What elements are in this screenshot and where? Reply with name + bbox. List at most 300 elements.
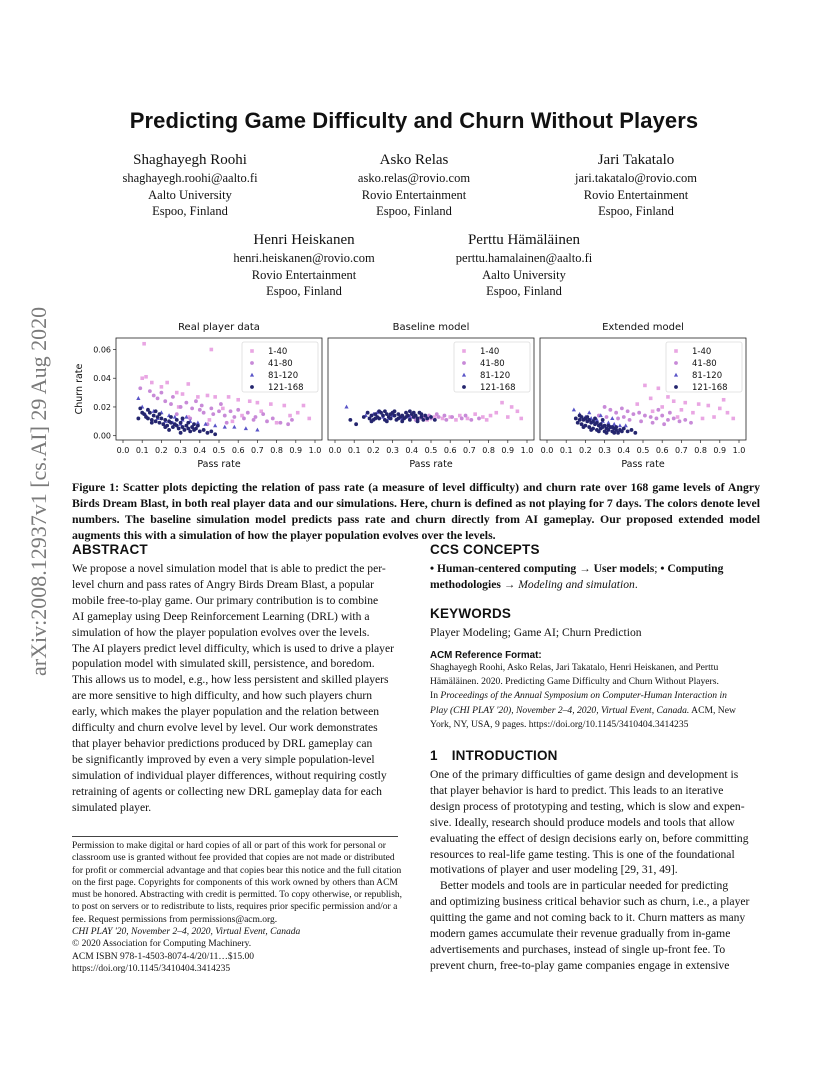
abstract-line: mobile free-to-play game. Our primary contribution is to combine bbox=[72, 593, 379, 607]
x-tick-label: 0.5 bbox=[212, 446, 226, 455]
footnote-doi-link[interactable]: https://doi.org/10.1145/3410404.3414235 bbox=[72, 963, 231, 974]
data-point-square bbox=[227, 395, 231, 399]
data-point-circle bbox=[678, 419, 682, 423]
x-tick-label: 0.1 bbox=[347, 446, 361, 455]
permission-footnote bbox=[72, 840, 402, 975]
data-point-circle bbox=[254, 415, 258, 419]
abstract-heading: ABSTRACT bbox=[72, 542, 148, 557]
data-point-circle bbox=[408, 409, 412, 413]
legend-label: 1-40 bbox=[480, 347, 500, 357]
acm-ref-proceedings: Proceedings of the Annual Symposium on Computer-Human Interaction in bbox=[440, 690, 727, 702]
data-point-circle bbox=[396, 417, 400, 421]
data-point-circle bbox=[232, 415, 236, 419]
data-point-square bbox=[666, 395, 670, 399]
section-title: INTRODUCTION bbox=[451, 748, 558, 763]
data-point-square bbox=[660, 405, 664, 409]
data-point-circle bbox=[138, 406, 142, 410]
legend-label: 81-120 bbox=[268, 371, 299, 381]
section-number: 1 bbox=[430, 748, 438, 763]
data-point-triangle bbox=[572, 408, 576, 412]
abstract-body bbox=[72, 561, 400, 816]
data-point-square bbox=[519, 417, 523, 421]
data-point-circle bbox=[412, 411, 416, 415]
data-point-square bbox=[256, 401, 260, 405]
data-point-square bbox=[657, 386, 661, 390]
data-point-circle bbox=[589, 428, 593, 432]
intro-heading bbox=[430, 748, 558, 763]
data-point-circle bbox=[152, 414, 156, 418]
data-point-square bbox=[712, 415, 716, 419]
data-point-circle bbox=[194, 399, 198, 403]
data-point-circle bbox=[217, 409, 221, 413]
acm-ref-line: Hämäläinen. 2020. Predicting Game Difficulty and Churn Without Players. bbox=[430, 676, 719, 688]
author-name: Jari Takatalo bbox=[597, 152, 675, 168]
x-tick-label: 0.7 bbox=[463, 446, 476, 455]
data-point-circle bbox=[202, 428, 206, 432]
data-point-circle bbox=[464, 414, 468, 418]
legend-label: 121-168 bbox=[268, 383, 304, 393]
data-point-circle bbox=[603, 424, 607, 428]
intro-body bbox=[430, 767, 758, 974]
y-tick-label: 0.00 bbox=[93, 431, 111, 441]
x-tick-label: 0.0 bbox=[116, 446, 130, 455]
data-point-circle bbox=[383, 409, 387, 413]
data-point-square bbox=[150, 381, 154, 385]
x-tick-label: 0.2 bbox=[367, 446, 380, 455]
data-point-circle bbox=[158, 412, 162, 416]
data-point-circle bbox=[603, 405, 607, 409]
data-point-circle bbox=[400, 419, 404, 423]
data-point-circle bbox=[167, 428, 171, 432]
data-point-circle bbox=[211, 412, 215, 416]
intro-line: sive. Ideally, research should produce models and tools that allow bbox=[430, 815, 735, 829]
data-point-square bbox=[221, 407, 225, 411]
data-point-square bbox=[691, 411, 695, 415]
data-point-square bbox=[676, 415, 680, 419]
ccs-term: User models bbox=[593, 562, 655, 575]
legend-label: 81-120 bbox=[692, 371, 723, 381]
data-point-circle bbox=[213, 432, 217, 436]
author-location: Espoo, Finland bbox=[598, 204, 674, 218]
abstract-line: are more sensitive to high difficulty, and how such players churn bbox=[72, 689, 373, 703]
data-point-triangle bbox=[223, 425, 227, 429]
data-point-circle bbox=[286, 422, 290, 426]
intro-line: design process of prototyping and testing, which is slow and expen- bbox=[430, 799, 745, 813]
x-tick-label: 0.1 bbox=[135, 446, 149, 455]
author-block-1 bbox=[80, 150, 300, 220]
data-point-square bbox=[489, 414, 493, 418]
data-point-square bbox=[296, 411, 300, 415]
footnote-divider bbox=[72, 836, 398, 837]
arxiv-stamp bbox=[14, 290, 54, 690]
acm-reference bbox=[430, 661, 760, 732]
data-point-square bbox=[307, 417, 311, 421]
data-point-triangle bbox=[232, 425, 236, 429]
data-point-circle bbox=[435, 412, 439, 416]
legend-marker bbox=[462, 361, 466, 365]
data-point-square bbox=[706, 404, 710, 408]
abstract-line: level churn and pass rates of Angry Birds Dream Blast, a popular bbox=[72, 577, 375, 591]
x-tick-label: 0.2 bbox=[579, 446, 592, 455]
data-point-circle bbox=[601, 418, 605, 422]
data-point-square bbox=[701, 417, 705, 421]
data-point-circle bbox=[593, 417, 597, 421]
data-point-circle bbox=[582, 425, 586, 429]
abstract-line: early, which makes the player population and the relation between bbox=[72, 705, 380, 719]
intro-line: and optimizing business critical behavior such as churn, i.e., a player bbox=[430, 895, 750, 909]
x-tick-label: 0.6 bbox=[443, 446, 457, 455]
intro-line: One of the primary difficulties of game design and development is bbox=[430, 768, 739, 781]
x-tick-label: 0.8 bbox=[270, 446, 283, 455]
footnote-copyright: © 2020 Association for Computing Machinery. bbox=[72, 939, 252, 950]
data-point-circle bbox=[578, 418, 582, 422]
data-point-circle bbox=[385, 419, 389, 423]
data-point-triangle bbox=[213, 423, 217, 427]
intro-line: advertisements and purchases, instead of single up-front fee. To bbox=[430, 942, 726, 956]
data-point-circle bbox=[209, 429, 213, 433]
data-point-circle bbox=[236, 408, 240, 412]
data-point-square bbox=[473, 412, 477, 416]
x-tick-label: 0.8 bbox=[482, 446, 495, 455]
author-email[interactable]: perttu.hamalainen@aalto.fi bbox=[455, 251, 593, 265]
data-point-square bbox=[236, 398, 240, 402]
data-point-circle bbox=[179, 421, 183, 425]
x-tick-label: 0.1 bbox=[559, 446, 573, 455]
x-tick-label: 0.4 bbox=[617, 446, 631, 455]
data-point-circle bbox=[614, 425, 618, 429]
ccs-term: • Computing bbox=[660, 562, 724, 575]
author-block-2 bbox=[304, 150, 524, 220]
data-point-circle bbox=[209, 406, 213, 410]
x-tick-label: 0.7 bbox=[251, 446, 264, 455]
x-tick-label: 0.0 bbox=[540, 446, 554, 455]
abstract-line: be significantly improved by even a very simple population-level bbox=[72, 752, 375, 766]
data-point-circle bbox=[608, 408, 612, 412]
data-point-square bbox=[506, 415, 510, 419]
legend-marker bbox=[462, 349, 466, 353]
data-point-square bbox=[175, 391, 179, 395]
data-point-triangle bbox=[587, 410, 591, 414]
keywords-text: Player Modeling; Game AI; Churn Prediction bbox=[430, 626, 642, 639]
x-tick-label: 0.6 bbox=[655, 446, 669, 455]
x-tick-label: 0.9 bbox=[289, 446, 303, 455]
data-point-circle bbox=[672, 417, 676, 421]
legend-marker bbox=[674, 385, 678, 389]
acm-ref-proceedings: Play (CHI PLAY '20), November 2–4, 2020, Virtual Event, Canada. bbox=[430, 704, 690, 716]
data-point-circle bbox=[605, 415, 609, 419]
data-point-circle bbox=[429, 415, 433, 419]
ccs-term: Modeling and simulation bbox=[518, 577, 635, 591]
data-point-circle bbox=[156, 396, 160, 400]
data-point-circle bbox=[622, 415, 626, 419]
data-point-square bbox=[275, 421, 279, 425]
author-email[interactable]: henri.heiskanen@rovio.com bbox=[233, 251, 375, 265]
figure-1-svg bbox=[72, 318, 762, 468]
data-point-circle bbox=[179, 405, 183, 409]
data-point-square bbox=[680, 408, 684, 412]
acm-ref-line[interactable]: York, NY, USA, 9 pages. https://doi.org/10.1145/3410404.3414235 bbox=[430, 718, 689, 730]
data-point-circle bbox=[628, 418, 632, 422]
ccs-arrow: → bbox=[500, 577, 519, 591]
legend-marker bbox=[250, 361, 254, 365]
data-point-circle bbox=[163, 399, 167, 403]
data-point-square bbox=[142, 342, 146, 346]
abstract-line: retraining of agents or collecting new DRL gameplay data for each bbox=[72, 784, 382, 798]
data-point-circle bbox=[183, 428, 187, 432]
x-tick-label: 0.4 bbox=[193, 446, 207, 455]
data-point-circle bbox=[622, 427, 626, 431]
x-tick-label: 0.5 bbox=[424, 446, 438, 455]
data-point-circle bbox=[138, 386, 142, 390]
ccs-end: . bbox=[634, 577, 638, 591]
data-point-circle bbox=[290, 418, 294, 422]
data-point-circle bbox=[460, 417, 464, 421]
data-point-circle bbox=[626, 429, 630, 433]
data-point-circle bbox=[607, 424, 611, 428]
data-point-circle bbox=[188, 429, 192, 433]
abstract-line: AI gameplay using Deep Reinforcement Learning (DRL) with a bbox=[72, 609, 370, 623]
data-point-circle bbox=[620, 406, 624, 410]
data-point-circle bbox=[181, 417, 185, 421]
data-point-circle bbox=[229, 409, 233, 413]
legend-marker bbox=[462, 385, 466, 389]
author-affiliation: Rovio Entertainment bbox=[361, 187, 467, 202]
x-tick-label: 0.2 bbox=[155, 446, 168, 455]
intro-line: modern games accumulate their revenue gradually from in-game bbox=[430, 927, 731, 941]
data-point-circle bbox=[184, 401, 188, 405]
author-affiliation: Rovio Entertainment bbox=[583, 187, 689, 202]
footnote-line: must be honored. Abstracting with credit is permitted. To copy otherwise, or republish, bbox=[72, 890, 403, 901]
data-point-circle bbox=[152, 394, 156, 398]
author-affiliation: Aalto University bbox=[482, 267, 566, 282]
data-point-square bbox=[697, 402, 701, 406]
legend-label: 41-80 bbox=[692, 359, 717, 369]
data-point-circle bbox=[610, 425, 614, 429]
author-location: Espoo, Finland bbox=[376, 204, 452, 218]
data-point-circle bbox=[163, 425, 167, 429]
data-point-circle bbox=[632, 412, 636, 416]
data-point-square bbox=[248, 399, 252, 403]
author-email[interactable]: asko.relas@rovio.com bbox=[357, 171, 471, 185]
x-tick-label: 1.0 bbox=[308, 446, 322, 455]
legend-marker bbox=[250, 349, 254, 353]
intro-line: resources to real-life game testing. This is one of the foundational bbox=[430, 847, 735, 861]
data-point-circle bbox=[246, 411, 250, 415]
data-point-circle bbox=[421, 418, 425, 422]
paper-title: Predicting Game Difficulty and Churn Without Players bbox=[129, 108, 699, 133]
legend-label: 121-168 bbox=[480, 383, 516, 393]
data-point-square bbox=[481, 415, 485, 419]
data-point-circle bbox=[377, 417, 381, 421]
data-point-circle bbox=[370, 419, 374, 423]
ccs-text bbox=[430, 561, 758, 593]
chart-title: Real player data bbox=[178, 322, 260, 333]
data-point-square bbox=[454, 418, 458, 422]
data-point-square bbox=[672, 399, 676, 403]
legend-label: 41-80 bbox=[268, 359, 293, 369]
x-tick-label: 0.7 bbox=[675, 446, 688, 455]
data-point-circle bbox=[668, 411, 672, 415]
data-point-circle bbox=[175, 412, 179, 416]
data-point-square bbox=[210, 348, 214, 352]
abstract-line: This allows us to model, e.g., how less persistent and skilled players bbox=[72, 673, 389, 687]
data-point-circle bbox=[206, 431, 210, 435]
data-point-circle bbox=[154, 419, 158, 423]
data-point-square bbox=[165, 381, 169, 385]
data-point-circle bbox=[416, 419, 420, 423]
data-point-circle bbox=[169, 402, 173, 406]
data-point-circle bbox=[612, 431, 616, 435]
data-point-square bbox=[726, 411, 730, 415]
data-point-circle bbox=[585, 415, 589, 419]
data-point-square bbox=[282, 404, 286, 408]
data-point-circle bbox=[354, 422, 358, 426]
data-point-triangle bbox=[618, 423, 622, 427]
author-email[interactable]: shaghayegh.roohi@aalto.fi bbox=[122, 171, 258, 185]
abstract-line: that player behavior predictions produced by DRL gameplay can bbox=[72, 736, 373, 750]
data-point-circle bbox=[169, 415, 173, 419]
data-point-square bbox=[186, 382, 190, 386]
data-point-circle bbox=[148, 389, 152, 393]
data-point-square bbox=[269, 402, 273, 406]
data-point-triangle bbox=[624, 423, 628, 427]
data-point-square bbox=[643, 384, 647, 388]
legend-label: 81-120 bbox=[480, 371, 511, 381]
intro-line: motivations of player and user modeling [29, 31, 49]. bbox=[430, 863, 678, 877]
data-point-square bbox=[206, 394, 210, 398]
footnote-line: for profit or commercial advantage and that copies bear this notice and the full citation bbox=[72, 865, 402, 876]
x-tick-label: 0.4 bbox=[405, 446, 419, 455]
legend-label: 41-80 bbox=[480, 359, 505, 369]
data-point-circle bbox=[179, 431, 183, 435]
data-point-circle bbox=[393, 409, 397, 413]
data-point-circle bbox=[689, 421, 693, 425]
data-point-square bbox=[485, 418, 489, 422]
intro-line: quitting the game and not coming back to it. Churn matters as many bbox=[430, 911, 746, 925]
data-point-square bbox=[718, 407, 722, 411]
data-point-circle bbox=[202, 411, 206, 415]
data-point-circle bbox=[175, 418, 179, 422]
author-name: Shaghayegh Roohi bbox=[133, 152, 247, 168]
data-point-circle bbox=[279, 421, 283, 425]
data-point-triangle bbox=[612, 422, 616, 426]
data-point-circle bbox=[146, 417, 150, 421]
data-point-square bbox=[651, 409, 655, 413]
data-point-circle bbox=[160, 391, 164, 395]
author-email[interactable]: jari.takatalo@rovio.com bbox=[575, 171, 697, 185]
data-point-circle bbox=[477, 417, 481, 421]
x-tick-label: 0.0 bbox=[328, 446, 342, 455]
data-point-circle bbox=[169, 421, 173, 425]
data-point-circle bbox=[433, 418, 437, 422]
author-location: Espoo, Finland bbox=[486, 284, 562, 298]
data-point-square bbox=[649, 397, 653, 401]
data-point-circle bbox=[171, 395, 175, 399]
x-tick-label: 1.0 bbox=[732, 446, 746, 455]
y-tick-label: 0.06 bbox=[93, 345, 111, 355]
data-point-circle bbox=[425, 417, 429, 421]
data-point-triangle bbox=[344, 405, 348, 409]
data-point-circle bbox=[163, 418, 167, 422]
data-point-circle bbox=[599, 422, 603, 426]
x-tick-label: 0.8 bbox=[694, 446, 707, 455]
data-point-square bbox=[516, 409, 520, 413]
author-affiliation: Rovio Entertainment bbox=[251, 267, 357, 282]
data-point-circle bbox=[643, 414, 647, 418]
data-point-square bbox=[181, 392, 185, 396]
author-location: Espoo, Finland bbox=[152, 204, 228, 218]
data-point-circle bbox=[366, 411, 370, 415]
data-point-circle bbox=[136, 417, 140, 421]
figure-caption: Figure 1: Scatter plots depicting the relation of pass rate (a measure of level difficulty) and churn rate over 168 game levels of Angry Birds Dream Blast, in both real player data and our simulations. Here, churn is defined as not playing for 7 days. The colors denote level numbers. The baseline simulation model predicts pass rate and churn directly from AI gameplay. Our proposed extended model augments this with a simulation of how the player population evolves over the levels. bbox=[72, 480, 760, 542]
abstract-line: simulation of individual player differences, without requiring costly bbox=[72, 768, 387, 782]
data-point-circle bbox=[595, 421, 599, 425]
data-point-square bbox=[160, 385, 164, 389]
acm-ref-line: ACM, New bbox=[689, 704, 736, 716]
footnote-line: to post on servers or to redistribute to lists, requires prior specific permission and/or a bbox=[72, 902, 398, 913]
x-tick-label: 0.3 bbox=[386, 446, 399, 455]
data-point-square bbox=[635, 402, 639, 406]
intro-line: evaluating the effect of design decisions early on, before committing bbox=[430, 831, 749, 845]
data-point-triangle bbox=[244, 426, 248, 430]
data-point-circle bbox=[666, 418, 670, 422]
data-point-circle bbox=[261, 412, 265, 416]
acm-ref-line: In bbox=[430, 690, 441, 702]
data-point-circle bbox=[649, 415, 653, 419]
data-point-circle bbox=[408, 418, 412, 422]
data-point-circle bbox=[190, 406, 194, 410]
data-point-circle bbox=[196, 424, 200, 428]
data-point-square bbox=[196, 395, 200, 399]
data-point-circle bbox=[223, 414, 227, 418]
data-point-circle bbox=[225, 421, 229, 425]
data-point-circle bbox=[198, 408, 202, 412]
data-point-circle bbox=[614, 411, 618, 415]
footnote-venue: CHI PLAY '20, November 2–4, 2020, Virtual Event, Canada bbox=[72, 927, 301, 938]
legend-label: 121-168 bbox=[692, 383, 728, 393]
data-point-circle bbox=[177, 427, 181, 431]
data-point-circle bbox=[186, 421, 190, 425]
data-point-circle bbox=[605, 431, 609, 435]
x-axis-label: Pass rate bbox=[409, 459, 453, 468]
data-point-circle bbox=[271, 417, 275, 421]
acm-ref-heading: ACM Reference Format: bbox=[430, 650, 542, 661]
legend-label: 1-40 bbox=[268, 347, 288, 357]
data-point-circle bbox=[574, 417, 578, 421]
data-point-square bbox=[213, 395, 217, 399]
data-point-circle bbox=[242, 417, 246, 421]
data-point-square bbox=[140, 376, 144, 380]
data-point-triangle bbox=[610, 416, 614, 420]
y-axis-label: Churn rate bbox=[74, 363, 85, 415]
ccs-separator: ; bbox=[654, 562, 661, 575]
data-point-circle bbox=[469, 418, 473, 422]
data-point-circle bbox=[393, 414, 397, 418]
data-point-circle bbox=[370, 414, 374, 418]
data-point-circle bbox=[192, 422, 196, 426]
intro-line: Better models and tools are in particular needed for predicting bbox=[440, 879, 729, 893]
x-tick-label: 0.9 bbox=[501, 446, 515, 455]
data-point-circle bbox=[200, 404, 204, 408]
data-point-square bbox=[231, 420, 235, 424]
data-point-circle bbox=[158, 421, 162, 425]
x-tick-label: 0.9 bbox=[713, 446, 727, 455]
data-point-circle bbox=[362, 415, 366, 419]
data-point-circle bbox=[616, 417, 620, 421]
data-point-circle bbox=[377, 409, 381, 413]
x-tick-label: 0.3 bbox=[174, 446, 187, 455]
x-axis-label: Pass rate bbox=[621, 459, 665, 468]
